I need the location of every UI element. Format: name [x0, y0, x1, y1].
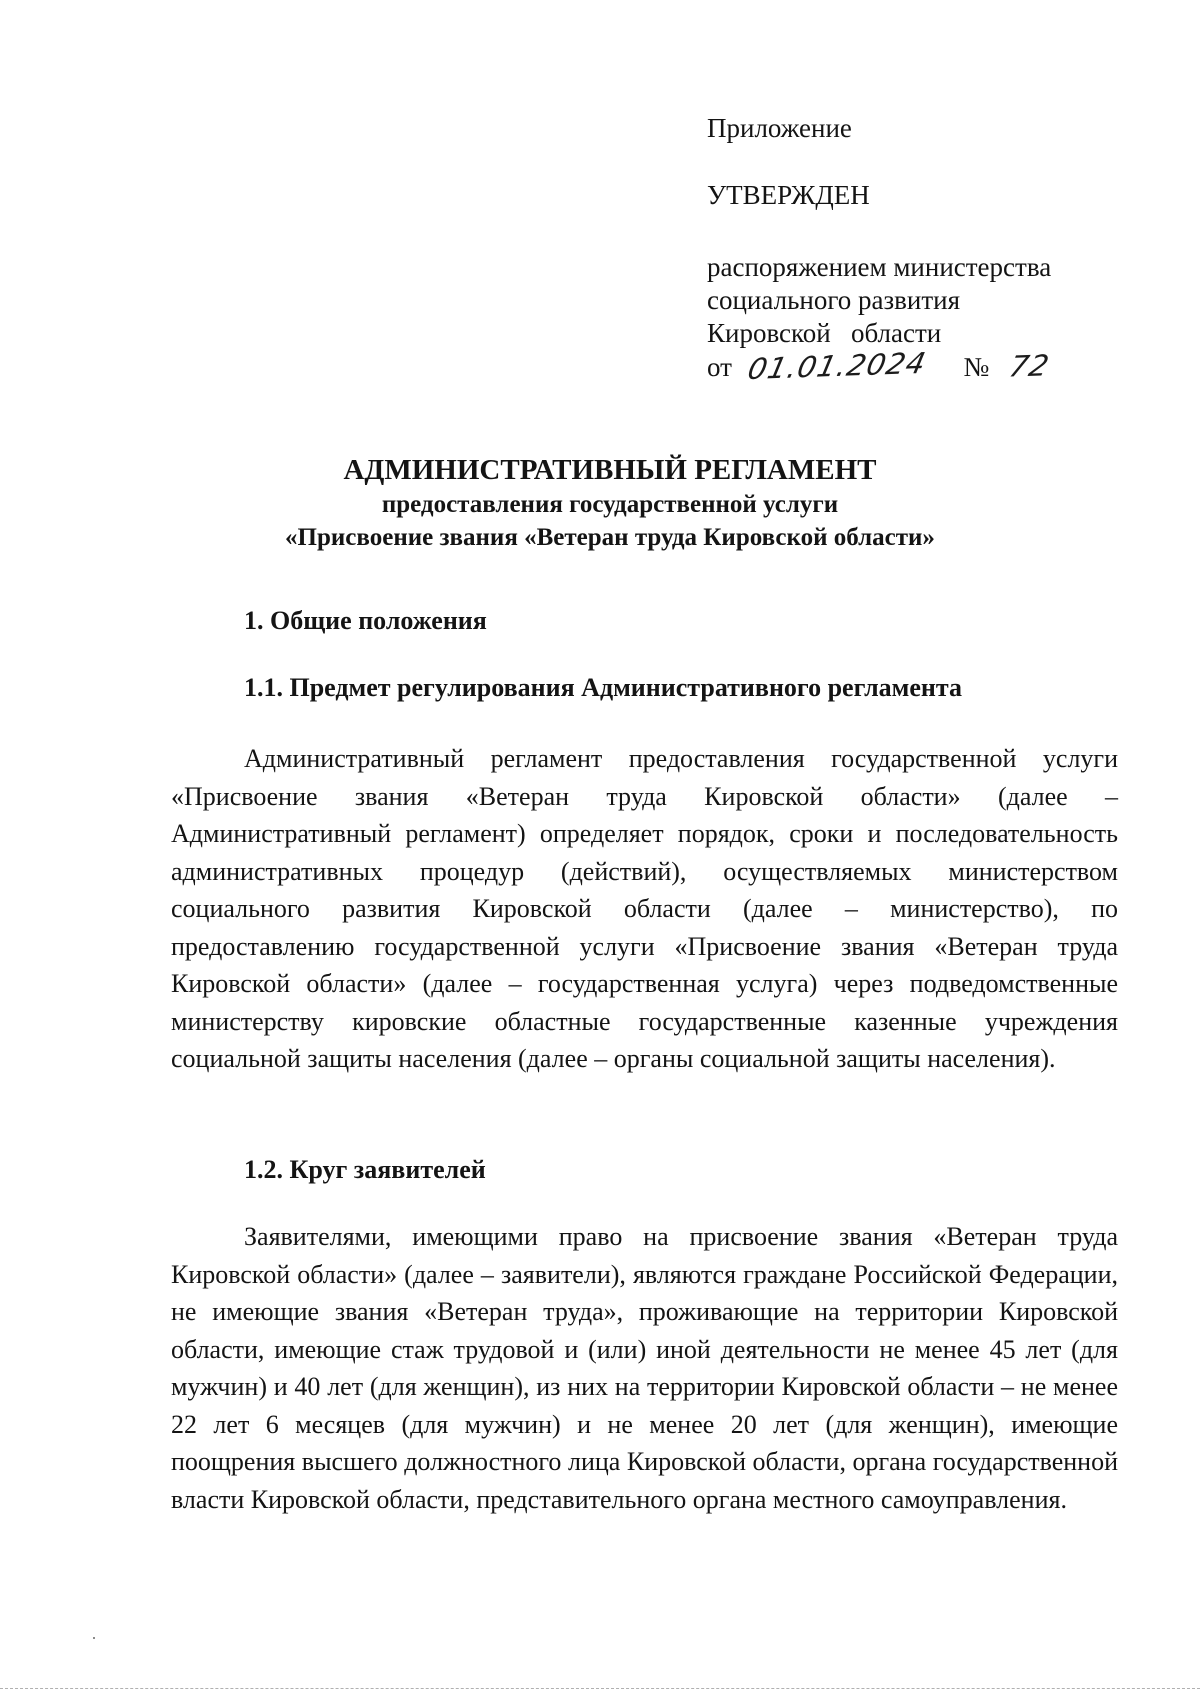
title-subtitle-2: «Присвоение звания «Ветеран труда Кировской области» — [285, 524, 935, 551]
approval-stamp-block — [707, 112, 1147, 387]
approval-date-line — [707, 345, 1147, 387]
appendix-label: Приложение — [707, 113, 852, 143]
number-sign: № — [963, 352, 990, 382]
approval-issuer-line-3: Кировской области — [707, 318, 942, 348]
section-1-2-paragraph: Заявителями, имеющими право на присвоение звания «Ветеран труда Кировской области» (далее – заявители), являются граждане Российской Федерации, не имеющие звания «Ветеран труда», проживающие на территории Кировской области, имеющие стаж трудовой и (или) иной деятельности не менее 45 лет (для мужчин) и 40 лет (для женщин), из них на территории Кировской области – не менее 22 лет 6 месяцев (для мужчин) и не менее 20 лет (для женщин), имеющие поощрения высшего должностного лица Кировской области, органа государственной власти Кировской области, представительного органа местного самоуправления. — [171, 1222, 1118, 1514]
handwritten-number: 72 — [1006, 348, 1053, 384]
title-main: АДМИНИСТРАТИВНЫЙ РЕГЛАМЕНТ — [343, 454, 877, 486]
approved-label: УТВЕРЖДЕН — [707, 180, 870, 210]
approval-issuer-line-1: распоряжением министерства — [707, 252, 1052, 282]
document-title — [140, 452, 1080, 554]
section-heading-1-1: 1.1. Предмет регулирования Административного регламента — [244, 673, 962, 702]
section-heading-1: 1. Общие положения — [244, 606, 487, 635]
page-bottom-edge — [0, 1688, 1200, 1689]
title-subtitle-1: предоставления государственной услуги — [381, 491, 839, 518]
scan-speck — [93, 1637, 95, 1639]
handwritten-date: 01.01.2024 — [744, 345, 930, 387]
section-heading-1-2: 1.2. Круг заявителей — [244, 1155, 486, 1184]
approval-issuer-line-2: социального развития — [707, 285, 961, 315]
date-prefix: от — [707, 352, 732, 382]
section-1-1-paragraph: Административный регламент предоставления государственной услуги «Присвоение звания «Ветеран труда Кировской области» (далее – Административный регламент) определяет порядок, сроки и последовательность административных процедур (действий), осуществляемых министерством социального развития Кировской области (далее – министерство), по предоставлению государственной услуги «Присвоение звания «Ветеран труда Кировской области» (далее – государственная услуга) через подведомственные министерству кировские областные государственные казенные учреждения социальной защиты населения (далее – органы социальной защиты населения). — [171, 744, 1118, 1073]
